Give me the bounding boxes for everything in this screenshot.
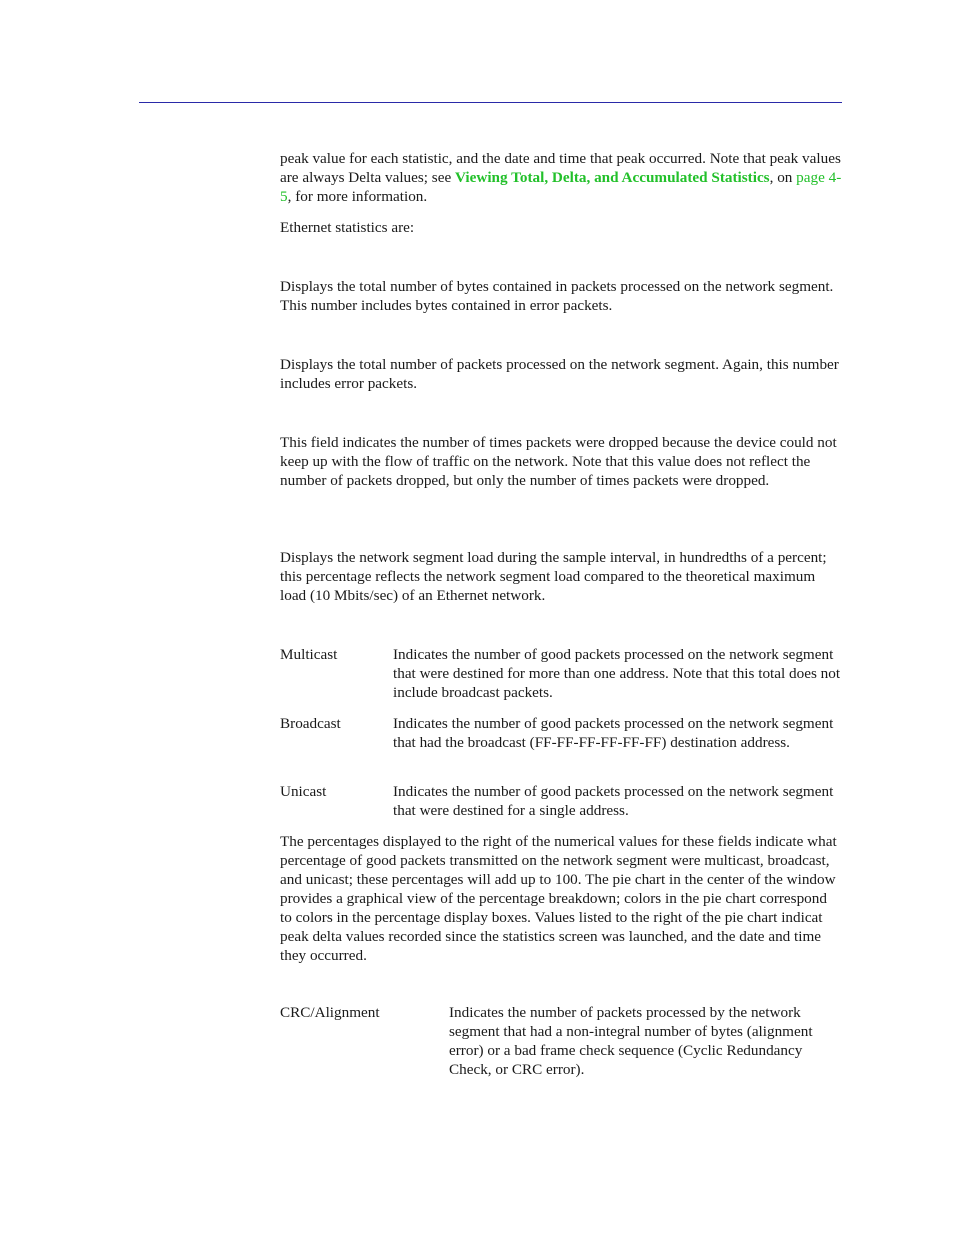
ethernet-intro: Ethernet statistics are:	[280, 219, 415, 236]
percentages-description: The percentages displayed to the right of the numerical values for these fields indicate what percentage of good packets transmitted on the network segment were multicast, broadcast, and unicast; these percentages will add up to 100. The pie chart in the center of the window provides a graphical view of the percentage breakdown; colors in the pie chart correspond to colors in the percentage display boxes. Values listed to the right of the pie chart indicat peak delta values recorded since the statistics screen was launched, and the date and time they occurred.	[280, 833, 837, 964]
term-multicast: Multicast	[280, 646, 338, 663]
load-description: Displays the network segment load during the sample interval, in hundredths of a percent; this percentage reflects the network segment load compared to the theoretical maximum load (10 Mbits/sec) of an Ethernet network.	[280, 549, 827, 604]
term-unicast: Unicast	[280, 783, 327, 800]
viewing-statistics-link[interactable]: Viewing Total, Delta, and Accumulated Statistics	[455, 169, 770, 186]
intro-paragraph	[280, 149, 842, 206]
definition-unicast: Indicates the number of good packets processed on the network segment that were destined for a single address.	[393, 783, 834, 819]
bytes-description: Displays the total number of bytes contained in packets processed on the network segment. This number includes bytes contained in error packets.	[280, 278, 834, 314]
definition-multicast: Indicates the number of good packets processed on the network segment that were destined for more than one address. Note that this total does not include broadcast packets.	[393, 646, 841, 701]
definition-crc-alignment: Indicates the number of packets processed by the network segment that had a non-integral number of bytes (alignment error) or a bad frame check sequence (Cyclic Redundancy Check, or CRC error).	[449, 1004, 813, 1078]
header-rule	[139, 102, 842, 103]
dropped-description: This field indicates the number of times packets were dropped because the device could not keep up with the flow of traffic on the network. Note that this value does not reflect the number of packets dropped, but only the number of times packets were dropped.	[280, 434, 837, 489]
intro-between-text: , on	[769, 169, 797, 186]
intro-after-text: , for more information.	[287, 188, 428, 205]
packets-description: Displays the total number of packets processed on the network segment. Again, this number includes error packets.	[280, 356, 839, 392]
definition-broadcast: Indicates the number of good packets processed on the network segment that had the broadcast (FF-FF-FF-FF-FF-FF) destination address.	[393, 715, 834, 751]
term-broadcast: Broadcast	[280, 715, 341, 732]
term-crc-alignment: CRC/Alignment	[280, 1004, 380, 1021]
page-reference-link[interactable]: page 4-5	[280, 169, 842, 205]
intro-text: peak value for each statistic, and the date and time that peak occurred. Note that peak values are always Delta values; see	[280, 150, 841, 186]
